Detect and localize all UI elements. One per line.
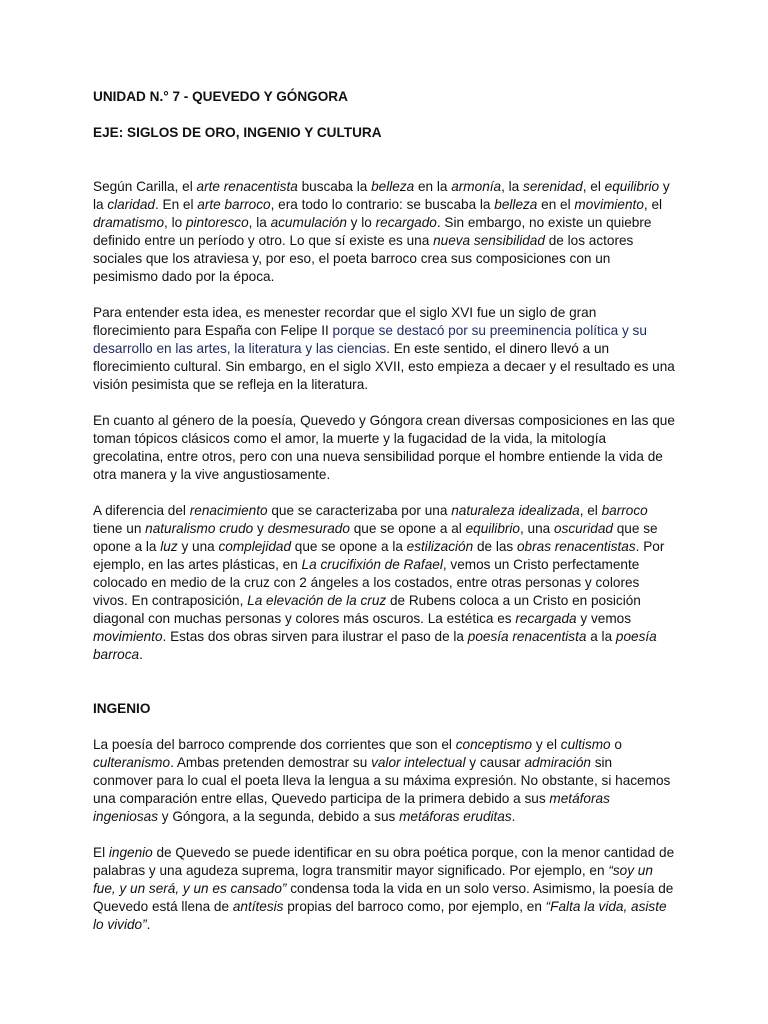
text-run: de Quevedo se puede identificar en su obra poética porque, con la menor cantidad de palabras y una agudeza suprema, logra transmitir mayor significado. Por ejemplo, en	[93, 845, 675, 878]
italic-text: acumulación	[270, 215, 347, 230]
italic-text: dramatismo	[93, 215, 165, 230]
text-run: que se opone a la	[291, 539, 407, 554]
text-run: .	[139, 647, 143, 662]
text-run: , era todo lo contrario: se buscaba la	[270, 197, 495, 212]
italic-text: “soy un fue, y un será, y un es cansado”	[93, 863, 653, 896]
text-run: , la	[501, 179, 524, 194]
italic-text: cultismo	[560, 737, 611, 752]
italic-text: pintoresco	[185, 215, 249, 230]
text-run: . Sin embargo, no existe un quiebre definido entre un período y otro. Lo que sí existe es una	[93, 215, 652, 248]
document-subtitle: EJE: SIGLOS DE ORO, INGENIO Y CULTURA	[93, 125, 382, 140]
paragraph-carilla	[93, 178, 675, 286]
italic-text: La elevación de la cruz	[247, 593, 387, 608]
italic-text: luz	[160, 539, 178, 554]
italic-text: recargado	[375, 215, 437, 230]
text-run: sin conmover para lo cual el poeta lleva la lengua a su máxima expresión. No obstante, si hacemos una comparación entre ellas, Quevedo participa de la primera debido a sus	[93, 755, 671, 806]
text-run: tiene un	[93, 521, 146, 536]
text-run: , vemos un Cristo perfectamente colocado en medio de la cruz con 2 ángeles a los costados, entre otras personas y colores vivos. En contraposición,	[93, 557, 640, 608]
italic-text: belleza	[494, 197, 538, 212]
paragraph-corrientes	[93, 736, 675, 826]
italic-text: claridad	[107, 197, 155, 212]
highlighted-text: porque se destacó por su preeminencia política y su desarrollo en las artes, la literatura y las ciencias	[93, 323, 647, 356]
italic-text: arte barroco	[197, 197, 271, 212]
text-run: y una	[177, 539, 219, 554]
section-heading-ingenio: INGENIO	[93, 701, 151, 716]
text-run: , lo	[164, 215, 186, 230]
italic-text: poesía barroca	[93, 629, 657, 662]
text-run: de los actores sociales que los atraviesa y, por eso, el poeta barroco crea sus composiciones con un pesimismo dado por la época.	[93, 233, 634, 284]
text-run: . En este sentido, el dinero llevó a un florecimiento cultural. Sin embargo, en el siglo XVII, esto empieza a decaer y el resultado es una visión pesimista que se refleja en la literatura.	[93, 341, 675, 392]
italic-text: recargada	[515, 611, 577, 626]
italic-text: metáforas ingeniosas	[93, 791, 610, 824]
text-run: en el	[537, 197, 575, 212]
text-run: y lo	[346, 215, 376, 230]
italic-text: admiración	[524, 755, 591, 770]
italic-text: movimiento	[574, 197, 644, 212]
italic-text: equilibrio	[465, 521, 520, 536]
paragraph-ingenio-quevedo	[93, 844, 675, 934]
italic-text: desmesurado	[267, 521, 350, 536]
text-run: En cuanto al género de la poesía, Quevedo y Góngora crean diversas composiciones en las que toman tópicos clásicos como el amor, la muerte y la fugacidad de la vida, la mitología grecolatina, entre otros, pero con una nueva sensibilidad porque el hombre entiende la vida de otra manera y la vive angustiosamente.	[93, 413, 675, 482]
italic-text: movimiento	[93, 629, 163, 644]
text-run: y Góngora, a la segunda, debido a sus	[158, 809, 400, 824]
text-run: . Ambas pretenden demostrar su	[170, 755, 372, 770]
text-run: y vemos	[576, 611, 631, 626]
text-run: que se opone a al	[349, 521, 466, 536]
italic-text: serenidad	[523, 179, 583, 194]
text-run: .	[146, 917, 151, 932]
document-title: UNIDAD N.° 7 - QUEVEDO Y GÓNGORA	[93, 89, 348, 104]
text-run: , el	[582, 179, 605, 194]
text-run: propias del barroco como, por ejemplo, en	[283, 899, 546, 914]
text-run: . Estas dos obras sirven para ilustrar el paso de la	[162, 629, 468, 644]
text-run: A diferencia del	[93, 503, 190, 518]
italic-text: conceptismo	[455, 737, 533, 752]
text-run: condensa toda la vida en un solo verso. Asimismo, la poesía de Quevedo está llena de	[93, 881, 674, 914]
italic-text: barroco	[601, 503, 648, 518]
text-run: Para entender esta idea, es menester recordar que el siglo XVI fue un siglo de gran florecimiento para España con Felipe II	[93, 305, 597, 338]
italic-text: ingenio	[108, 845, 153, 860]
text-run: , el	[579, 503, 602, 518]
text-run: de Rubens coloca a un Cristo en posición diagonal con muchas personas y colores más oscuros. La estética es	[93, 593, 641, 626]
italic-text: arte renacentista	[196, 179, 298, 194]
italic-text: antítesis	[232, 899, 284, 914]
italic-text: poesía renacentista	[467, 629, 587, 644]
italic-text: culteranismo	[93, 755, 171, 770]
italic-text: naturaleza idealizada	[451, 503, 580, 518]
italic-text: estilización	[406, 539, 474, 554]
text-run: , el	[643, 197, 663, 212]
text-run: El	[93, 845, 109, 860]
italic-text: obras renacentistas	[517, 539, 636, 554]
italic-text: belleza	[371, 179, 415, 194]
text-run: o	[610, 737, 622, 752]
italic-text: nueva sensibilidad	[433, 233, 545, 248]
text-run: . Por ejemplo, en las artes plásticas, en	[93, 539, 665, 572]
text-run: que se caracterizaba por una	[267, 503, 452, 518]
paragraph-siglo-xvi	[93, 304, 675, 394]
italic-text: renacimiento	[189, 503, 268, 518]
text-run: de las	[473, 539, 517, 554]
paragraph-renacimiento-barroco	[93, 502, 675, 664]
text-run: y el	[532, 737, 561, 752]
text-run: buscaba la	[297, 179, 372, 194]
text-run: en la	[414, 179, 452, 194]
text-run: La poesía del barroco comprende dos corrientes que son el	[93, 737, 456, 752]
italic-text: complejidad	[218, 539, 292, 554]
text-run: Según Carilla, el	[93, 179, 197, 194]
italic-text: metáforas eruditas	[399, 809, 512, 824]
text-run: . En el	[154, 197, 198, 212]
document-page	[93, 83, 675, 934]
text-run: y causar	[465, 755, 525, 770]
italic-text: equilibrio	[604, 179, 660, 194]
text-run: y	[253, 521, 268, 536]
text-run: .	[511, 809, 516, 824]
paragraph-genero-poesia	[93, 412, 675, 484]
text-run: y la	[93, 179, 670, 212]
italic-text: La crucifixión de Rafael	[301, 557, 443, 572]
italic-text: “Falta la vida, asiste lo vivido”	[93, 899, 667, 932]
italic-text: oscuridad	[554, 521, 613, 536]
text-run: que se opone a la	[93, 521, 658, 554]
text-run: , una	[520, 521, 555, 536]
text-run: a la	[586, 629, 616, 644]
italic-text: armonía	[451, 179, 502, 194]
text-run: , la	[248, 215, 271, 230]
italic-text: valor intelectual	[371, 755, 466, 770]
italic-text: naturalismo crudo	[145, 521, 254, 536]
